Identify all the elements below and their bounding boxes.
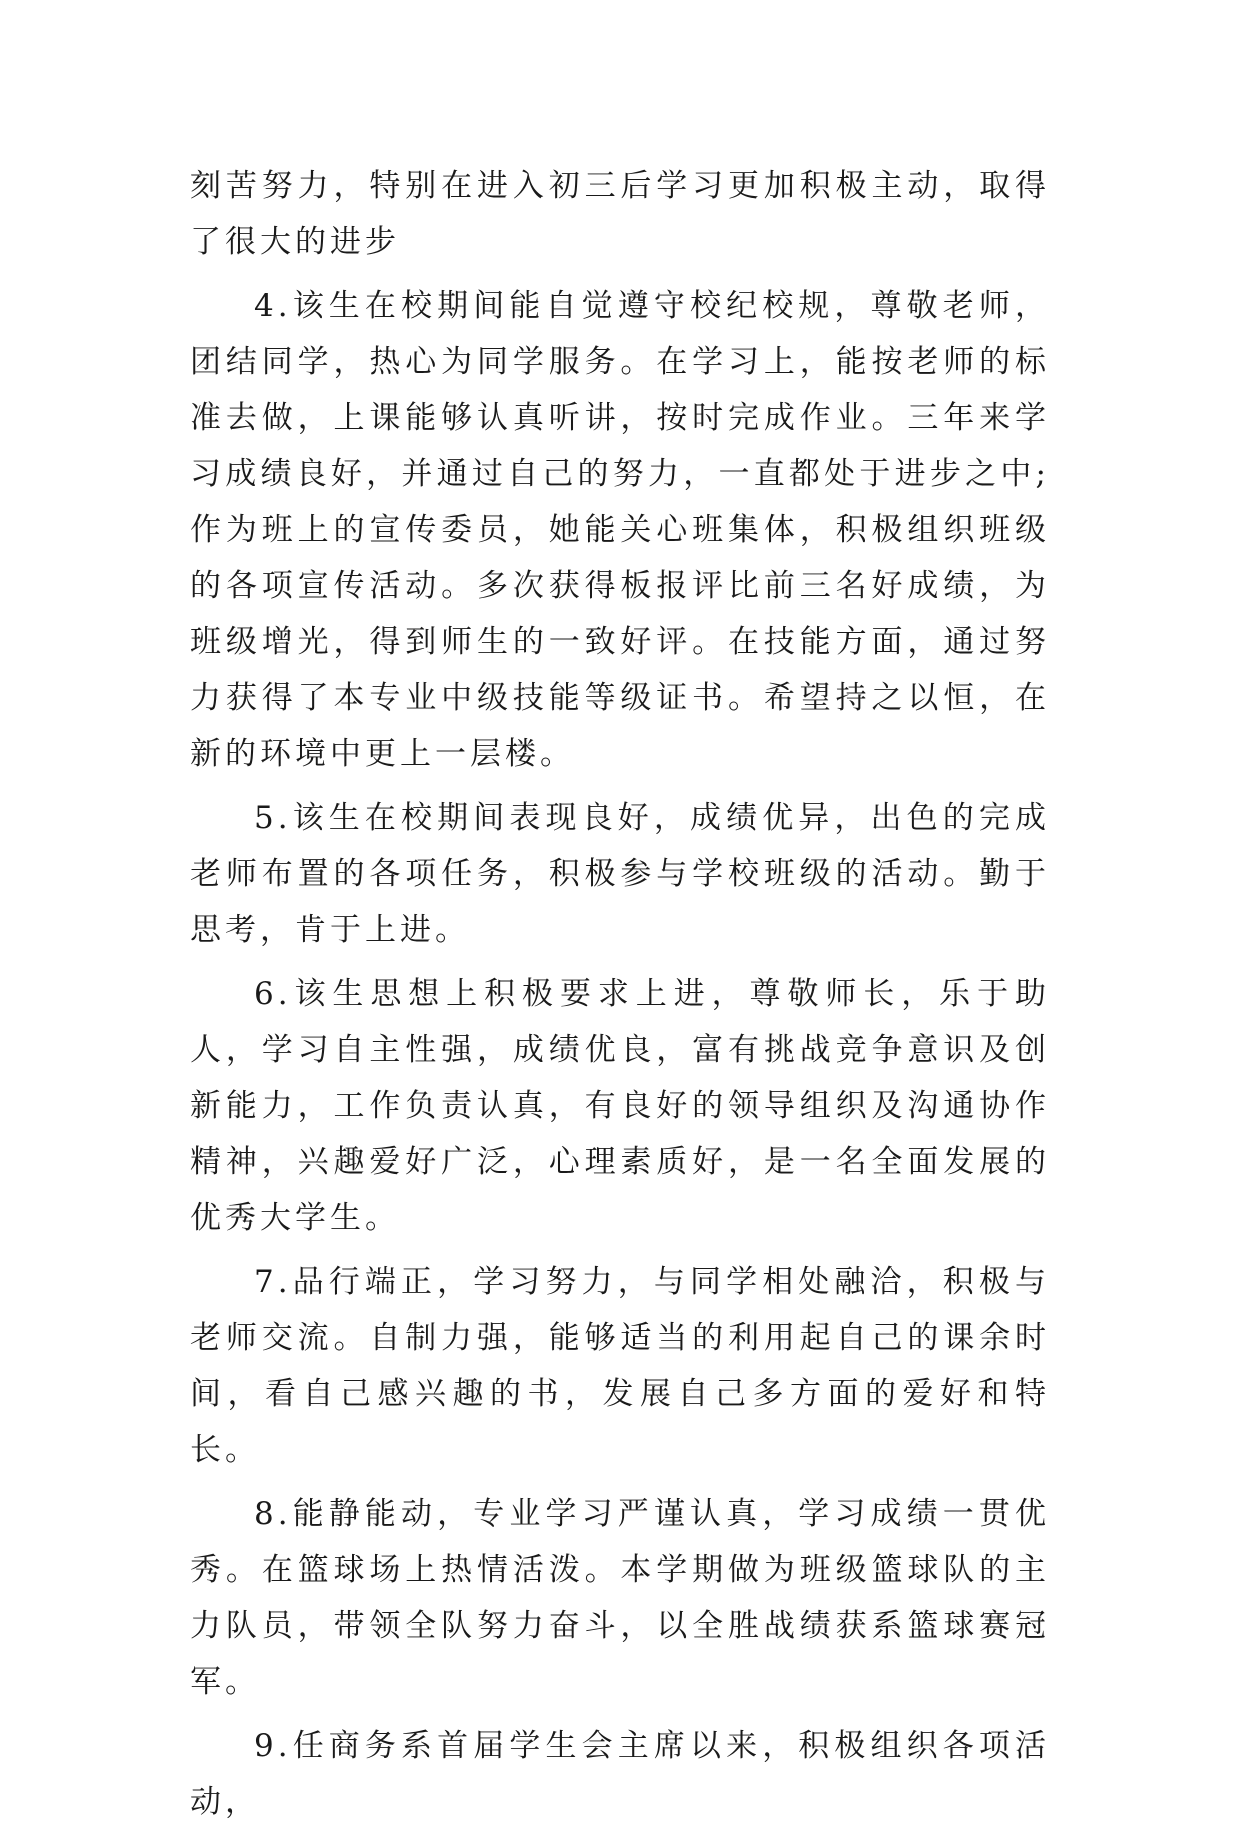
paragraph-item-5: 5.该生在校期间表现良好，成绩优异，出色的完成老师布置的各项任务，积极参与学校班级的活动。勤于思考，肯于上进。	[190, 800, 1050, 948]
paragraph-item-6: 6.该生思想上积极要求上进，尊敬师长，乐于助人，学习自主性强，成绩优良，富有挑战竞争意识及创新能力，工作负责认真，有良好的领导组织及沟通协作精神，兴趣爱好广泛，心理素质好，是一名全面发展的优秀大学生。	[190, 976, 1050, 1236]
paragraph-item-8: 8.能静能动，专业学习严谨认真，学习成绩一贯优秀。在篮球场上热情活泼。本学期做为班级篮球队的主力队员，带领全队努力奋斗，以全胜战绩获系篮球赛冠军。	[190, 1496, 1050, 1700]
paragraph-item-9: 9.任商务系首届学生会主席以来，积极组织各项活动，	[190, 1728, 1050, 1820]
document-body	[190, 158, 1050, 1838]
paragraph-item-4: 4.该生在校期间能自觉遵守校纪校规，尊敬老师，团结同学，热心为同学服务。在学习上，能按老师的标准去做，上课能够认真听讲，按时完成作业。三年来学习成绩良好，并通过自己的努力，一直都处于进步之中;作为班上的宣传委员，她能关心班集体，积极组织班级的各项宣传活动。多次获得板报评比前三名好成绩，为班级增光，得到师生的一致好评。在技能方面，通过努力获得了本专业中级技能等级证书。希望持之以恒，在新的环境中更上一层楼。	[190, 288, 1050, 772]
paragraph-continuation: 刻苦努力，特别在进入初三后学习更加积极主动，取得了很大的进步	[190, 168, 1050, 260]
paragraph-item-7: 7.品行端正，学习努力，与同学相处融洽，积极与老师交流。自制力强，能够适当的利用起自己的课余时间，看自己感兴趣的书，发展自己多方面的爱好和特长。	[190, 1264, 1050, 1468]
